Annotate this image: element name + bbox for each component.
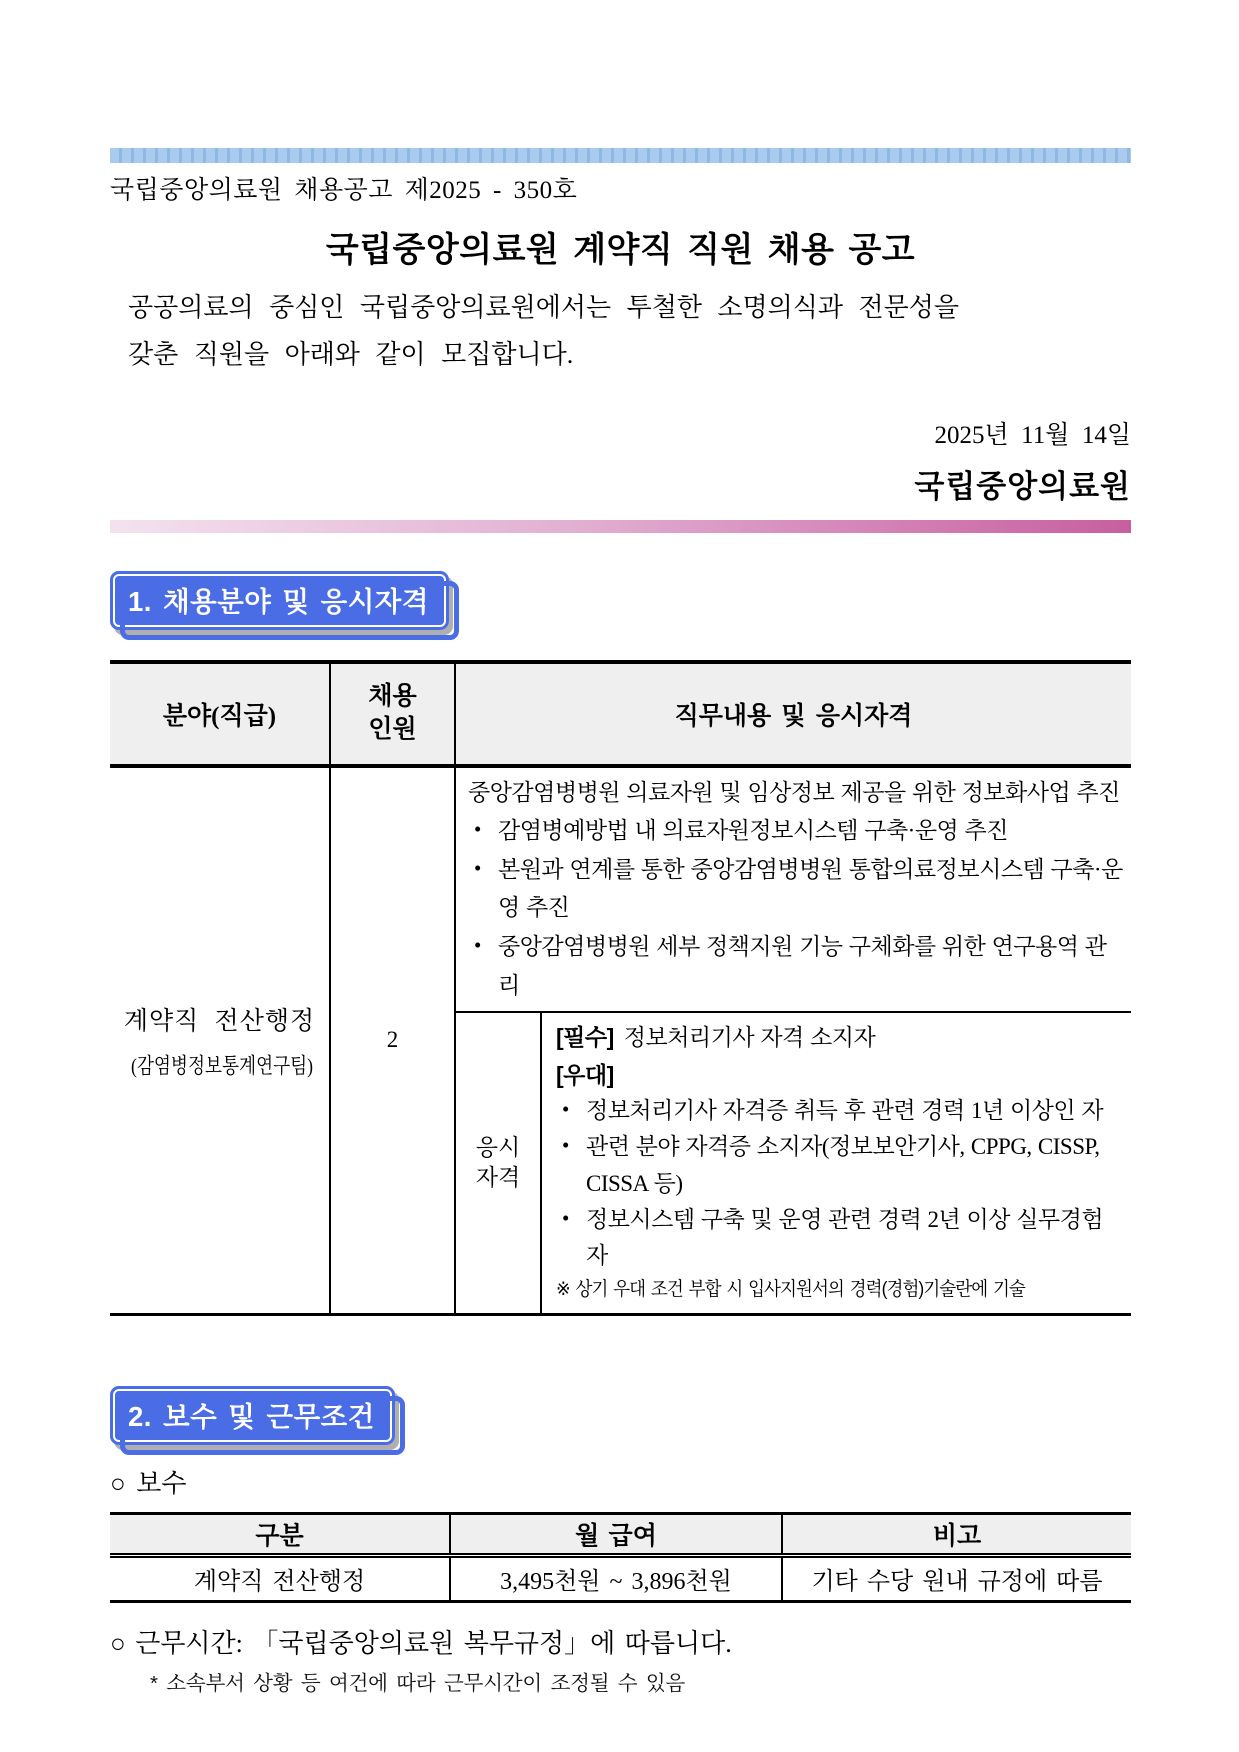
field-team: (감염병정보통계연구팀) [130, 1053, 314, 1078]
work-hours-line: ○ 근무시간: 「국립중앙의료원 복무규정」에 따릅니다. [110, 1628, 732, 1658]
headcount-cell: 2 [330, 766, 455, 1315]
header-headcount [330, 662, 455, 766]
preferred-item: • 정보처리기사 자격증 취득 후 관련 경력 1년 이상인 자 [556, 1093, 1123, 1129]
salary-amount-cell: 3,495천원 ~ 3,896천원 [450, 1555, 782, 1601]
salary-table-data-row [110, 1555, 1131, 1601]
pink-divider-bar [110, 520, 1131, 533]
duties-cell [455, 766, 1131, 1013]
header-headcount-line1: 채용 [368, 683, 417, 711]
section-1 [110, 571, 1131, 630]
qualification-label-cell [455, 1012, 541, 1314]
preferred-tag: [우대] [556, 1061, 614, 1088]
qualification-label-line2: 자격 [475, 1165, 521, 1190]
salary-header-remarks: 비고 [782, 1513, 1131, 1555]
notice-number: 국립중앙의료원 채용공고 제2025 - 350호 [110, 177, 578, 204]
salary-remarks-cell: 기타 수당 원내 규정에 따름 [811, 1569, 1103, 1596]
pay-subheading: ○ 보수 [110, 1468, 187, 1498]
intro-line-1: 공공의료의 중심인 국립중앙의료원에서는 투철한 소명의식과 전문성을 [128, 293, 959, 322]
issue-date: 2025년 11월 14일 [934, 421, 1131, 449]
document-content [110, 0, 1131, 1696]
duties-intro: 중앙감염병병원 의료자원 및 임상정보 제공을 위한 정보화사업 추진 [468, 779, 1120, 805]
header-field-rank: 분야(직급) [110, 662, 330, 766]
salary-table [110, 1512, 1131, 1603]
preferred-item: • 관련 분야 자격증 소지자(정보보안기사, CPPG, CISSP, CISSA 등) [556, 1129, 1123, 1202]
salary-category-cell: 계약직 전산행정 [110, 1555, 450, 1601]
salary-table-header-row [110, 1513, 1131, 1555]
page-title: 국립중앙의료원 계약직 직원 채용 공고 [325, 231, 916, 269]
intro-paragraph [110, 285, 1131, 379]
required-text: 정보처리기사 자격 소지자 [623, 1025, 876, 1051]
header-headcount-line2: 인원 [368, 715, 417, 743]
preferred-item: • 정보시스템 구축 및 운영 관련 경력 2년 이상 실무경험자 [556, 1202, 1123, 1275]
qualification-note: ※ 상기 우대 조건 부합 시 입사지원서의 경력(경험)기술란에 기술 [556, 1278, 1025, 1300]
recruitment-table-duties-row [110, 766, 1131, 1013]
required-tag: [필수] [556, 1024, 614, 1051]
salary-header-monthly-pay: 월 급여 [450, 1513, 782, 1555]
salary-header-category: 구분 [110, 1513, 450, 1555]
header-duties-qualifications: 직무내용 및 응시자격 [455, 662, 1131, 766]
section-1-heading: 1. 채용분야 및 응시자격 [110, 571, 449, 630]
organization-name: 국립중앙의료원 [914, 468, 1131, 504]
top-accent-bar [110, 148, 1131, 163]
duties-item: • 본원과 연계를 통한 중앙감염병병원 통합의료정보시스템 구축·운영 추진 [468, 851, 1123, 928]
qualification-content-cell [541, 1012, 1131, 1314]
duties-item: • 감염병예방법 내 의료자원정보시스템 구축·운영 추진 [468, 812, 1123, 851]
recruitment-table-header-row [110, 662, 1131, 766]
intro-line-2: 갖춘 직원을 아래와 같이 모집합니다. [128, 339, 574, 369]
section-2 [110, 1386, 1131, 1445]
recruitment-table [110, 660, 1131, 1316]
field-name: 계약직 전산행정 [123, 1007, 316, 1035]
section-2-heading: 2. 보수 및 근무조건 [110, 1386, 395, 1445]
duties-item: • 중앙감염병병원 세부 정책지원 기능 구체화를 위한 연구용역 관리 [468, 928, 1123, 1005]
field-cell [110, 766, 330, 1315]
work-hours-note: * 소속부서 상황 등 여건에 따라 근무시간이 조정될 수 있음 [150, 1671, 686, 1695]
qualification-label-line1: 응시 [475, 1135, 521, 1161]
required-qualification [556, 1019, 1123, 1056]
